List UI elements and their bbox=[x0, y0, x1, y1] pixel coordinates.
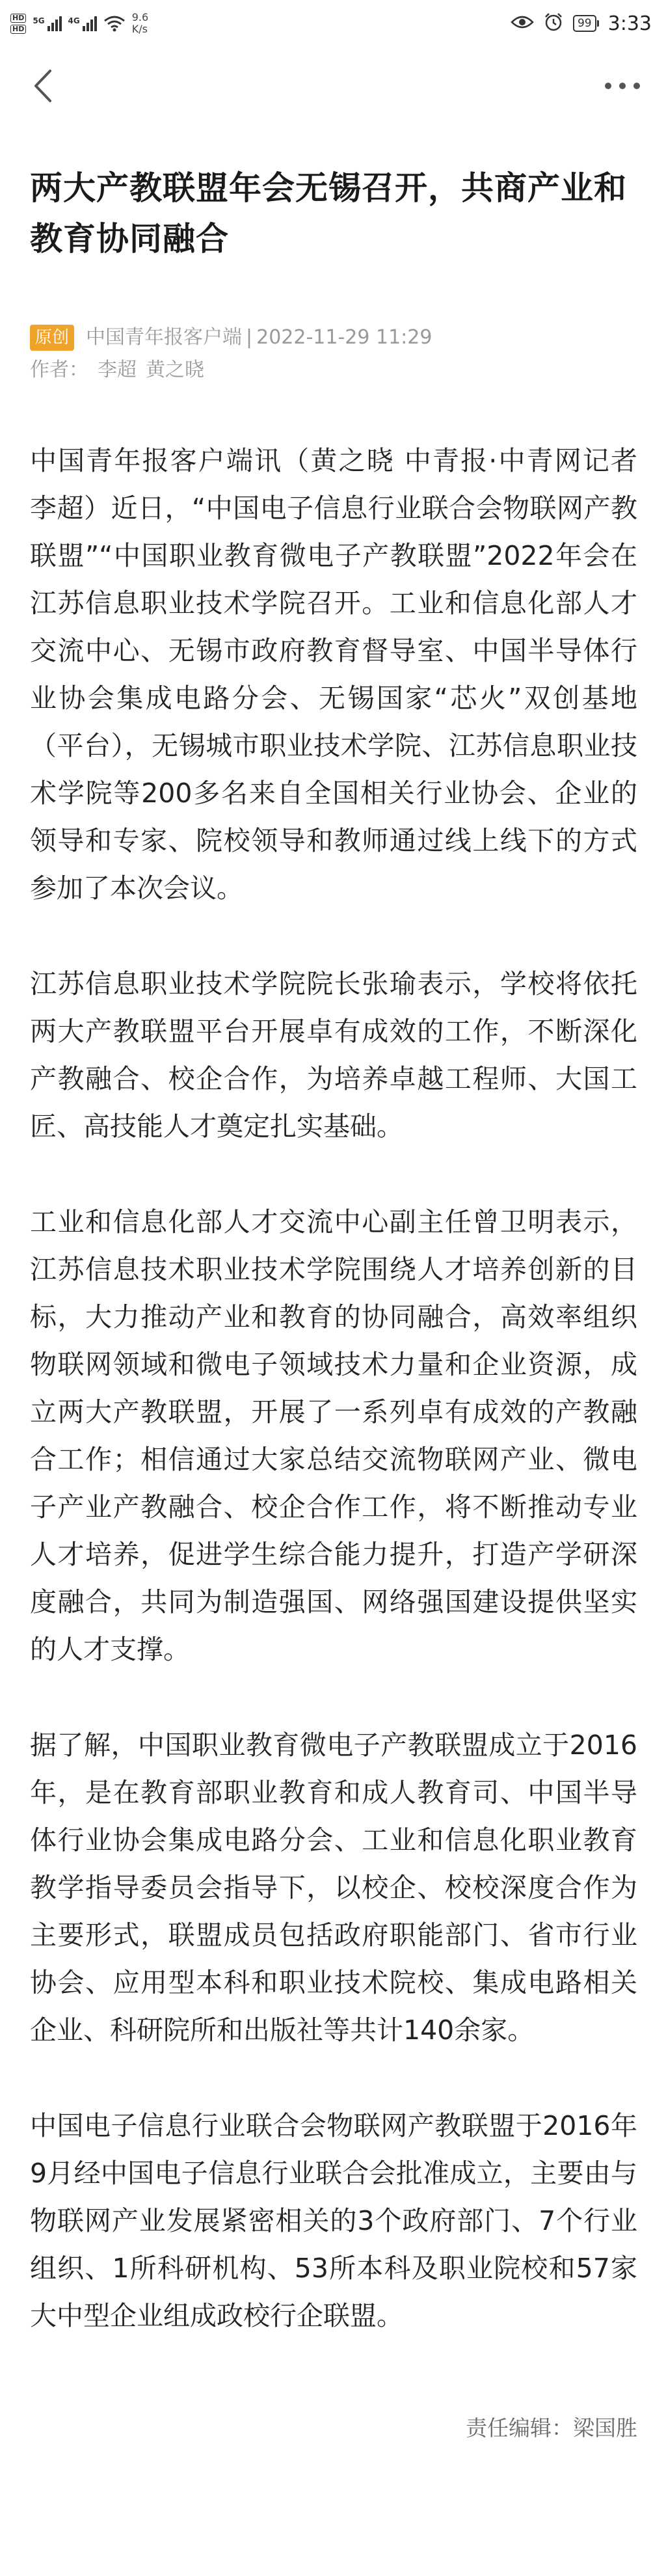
signal-5g-icon bbox=[33, 16, 61, 31]
author-label: 作者： bbox=[30, 359, 88, 381]
author-name: 李超 bbox=[98, 359, 137, 381]
status-bar bbox=[0, 0, 666, 47]
article-paragraph: 中国电子信息行业联合会物联网产教联盟于2016年9月经中国电子信息行业联合会批准成立，主要由与物联网产业发展紧密相关的3个政府部门、7个行业组织、1所科研机构、53所本科及职业院校和57家大中型企业组成政校行企联盟。 bbox=[30, 2110, 637, 2331]
signal-label: 4G bbox=[68, 16, 80, 25]
article-paragraph: 江苏信息职业技术学院院长张瑜表示，学校将依托两大产教联盟平台开展卓有成效的工作，不断深化产教融合、校企合作，为培养卓越工程师、大国工匠、高技能人才奠定扎实基础。 bbox=[30, 968, 637, 1142]
chevron-left-icon bbox=[33, 69, 53, 103]
article bbox=[30, 163, 637, 2444]
responsible-editor: 责任编辑：梁国胜 bbox=[466, 2415, 637, 2441]
more-dots-icon bbox=[604, 82, 641, 90]
hd-badge: HD bbox=[10, 14, 26, 23]
signal-bar bbox=[47, 26, 50, 31]
meta-author-row bbox=[30, 355, 637, 385]
network-speed-value: 9.6 bbox=[131, 11, 149, 23]
nav-bar bbox=[0, 47, 666, 128]
source-name[interactable]: 中国青年报客户端 bbox=[86, 326, 243, 349]
status-right bbox=[511, 5, 652, 42]
publish-datetime: 2022-11-29 11:29 bbox=[256, 326, 433, 349]
signal-bar bbox=[90, 20, 93, 31]
wifi-icon bbox=[103, 15, 126, 32]
alarm-icon bbox=[543, 12, 564, 35]
author-name: 黄之晓 bbox=[146, 359, 204, 381]
more-button[interactable] bbox=[600, 66, 645, 105]
status-left bbox=[10, 5, 148, 42]
signal-bar bbox=[83, 26, 85, 31]
network-speed bbox=[132, 12, 148, 35]
signal-bar bbox=[51, 23, 54, 31]
hd-indicators bbox=[10, 14, 26, 34]
article-meta bbox=[30, 323, 637, 385]
signal-bar bbox=[94, 16, 97, 31]
network-speed-unit: K/s bbox=[131, 23, 148, 35]
battery-tip bbox=[597, 20, 599, 27]
back-button[interactable] bbox=[23, 66, 62, 105]
hd-badge: HD bbox=[10, 25, 26, 34]
signal-bar bbox=[55, 20, 58, 31]
battery-level: 99 bbox=[573, 15, 596, 32]
eye-icon bbox=[511, 14, 534, 33]
signal-4g-icon bbox=[68, 16, 97, 31]
signal-label: 5G bbox=[33, 16, 45, 25]
meta-source-row bbox=[30, 323, 637, 353]
article-paragraph: 据了解，中国职业教育微电子产教联盟成立于2016年，是在教育部职业教育和成人教育司、中国半导体行业协会集成电路分会、工业和信息化职业教育教学指导委员会指导下，以校企、校校深度合作为主要形式，联盟成员包括政府职能部门、省市行业协会、应用型本科和职业技术院校、集成电路相关企业、科研院所和出版社等共计140余家。 bbox=[30, 1729, 637, 2046]
article-paragraph: 工业和信息化部人才交流中心副主任曾卫明表示，江苏信息技术职业技术学院围绕人才培养创新的目标，大力推动产业和教育的协同融合，高效率组织物联网领域和微电子领域技术力量和企业资源，成立两大产教联盟，开展了一系列卓有成效的产教融合工作；相信通过大家总结交流物联网产业、微电子产业产教融合、校企合作工作，将不断推动专业人才培养，促进学生综合能力提升，打造产学研深度融合，共同为制造强国、网络强国建设提供坚实的人才支撑。 bbox=[30, 1206, 637, 1665]
battery-icon bbox=[573, 15, 599, 32]
original-badge: 原创 bbox=[30, 325, 74, 351]
status-time: 3:33 bbox=[607, 12, 652, 35]
meta-separator: | bbox=[246, 326, 253, 349]
article-title: 两大产教联盟年会无锡召开，共商产业和教育协同融合 bbox=[30, 169, 627, 258]
article-body bbox=[30, 437, 637, 2340]
signal-bar bbox=[59, 16, 62, 31]
signal-bar bbox=[87, 23, 89, 31]
article-paragraph: 中国青年报客户端讯（黄之晓 中青报·中青网记者 李超）近日，“中国电子信息行业联合会物联网产教联盟”“中国职业教育微电子产教联盟”2022年会在江苏信息职业技术学院召开。工业和信息化部人才交流中心、无锡市政府教育督导室、中国半导体行业协会集成电路分会、无锡国家“芯火”双创基地（平台），无锡城市职业技术学院、江苏信息职业技术学院等200多名来自全国相关行业协会、企业的领导和专家、院校领导和教师通过线上线下的方式参加了本次会议。 bbox=[30, 445, 637, 904]
